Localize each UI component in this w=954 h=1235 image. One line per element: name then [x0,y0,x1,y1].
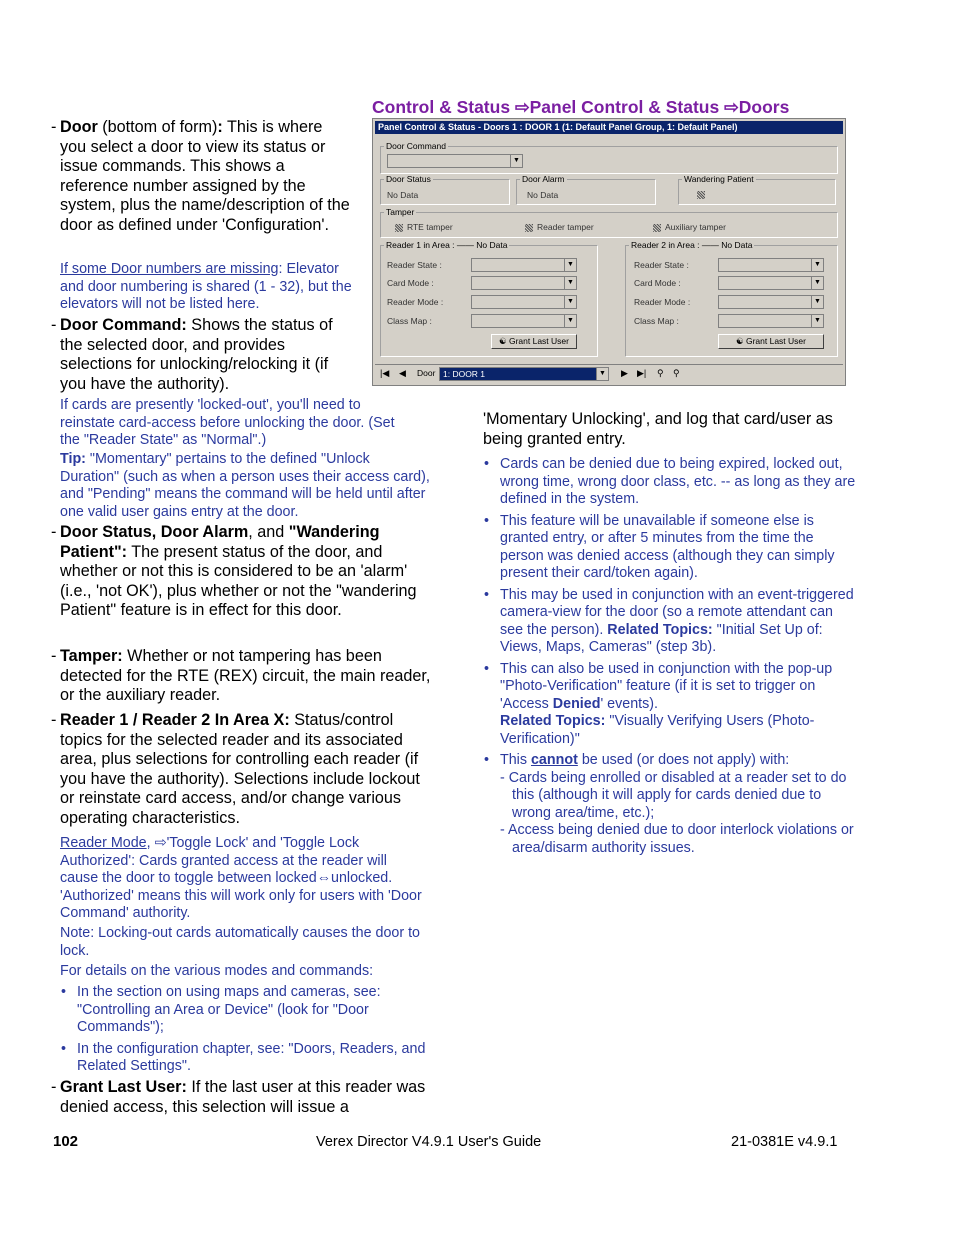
reader-mode-label: Reader Mode : [634,297,691,307]
door-command-label: Door Command [386,141,446,151]
last-record-icon[interactable]: ▶| [637,368,647,378]
reader-mode-label: Reader Mode : [387,297,444,307]
tamper-group [380,207,838,238]
aux-tamper[interactable]: Auxiliary tamper [653,222,726,232]
grant-last-user-paragraph: - Grant Last User: If the last user at this reader was denied access, this selection will issue a [51,1078,426,1116]
find-next-icon[interactable]: ⚲ [673,368,680,378]
sub-item: - Access being denied due to door interlock violations or area/disarm authority issues. [500,822,854,856]
next-record-icon[interactable]: ▶ [621,368,628,378]
reader1-grant-last-user-button[interactable]: ☯ Grant Last User [491,334,577,349]
record-nav-bar [375,364,843,383]
list-item: • In the configuration chapter, see: "Doors, Readers, and Related Settings". [61,1041,426,1076]
list-item: • This can also be used in conjunction with the pop-up "Photo-Verification" feature (if it is set to trigger on 'Access Denied' events). Related Topics: "Visually Verifying Users (Photo-Verification)" [484,661,859,749]
tamper-label: Tamper [386,207,415,217]
door-command-select[interactable] [387,154,523,168]
reader-mode-link[interactable]: Reader Mode [60,835,147,851]
reader2-area-label: Reader 2 in Area : —— No Data [631,240,753,250]
footer-title: Verex Director V4.9.1 User's Guide [316,1134,542,1150]
rte-tamper[interactable]: RTE tamper [395,222,453,232]
list-item: • This cannot be used (or does not apply) with: - Cards being enrolled or disabled at a reader set to do this (although it will apply for cards denied due to wrong area/time, etc.); - Access being denied due to door interlock violations or area/disarm authority issues. [484,752,859,857]
reader-paragraph: - Reader 1 / Reader 2 In Area X: Status/control topics for the selected reader and its associated area, plus selections for controlling each reader (if you have the authority). Selections include lockout or reinstate card access, and/or change various operating characteristics. [51,711,420,827]
reader2-grant-last-user-button[interactable]: ☯ Grant Last User [718,334,824,349]
sub-item: - Cards being enrolled or disabled at a reader set to do this (although it will apply for cards denied due to wrong area/time, etc.); [500,769,847,821]
door-status-paragraph: - Door Status, Door Alarm, and "Wandering Patient": The present status of the door, and whether or not this is considered to be an 'alarm' (i.e., 'not OK'), plus whether or not the "wandering Patient" feature is in effect for this door. [51,523,417,620]
list-item: • Cards can be denied due to being expired, locked out, wrong time, wrong door class, etc. -- as long as they are defined in the system. [484,456,859,509]
reader2-reader-mode-select[interactable] [718,295,824,309]
door-select[interactable] [439,367,609,381]
dropdown-arrow-icon: ▼ [564,259,576,271]
door-paragraph: - Door (bottom of form): This is where you select a door to view its status or issue commands. This shows a reference number assigned by the system, plus the name/description of the door as defined under 'Configuration'. [51,118,350,234]
class-map-label: Class Map : [634,316,679,326]
door-nav-label: Door [417,368,436,378]
list-item: • This feature will be unavailable if someone else is granted entry, or after 5 minutes from the time the person was denied access (although they can simply present their card/token again). [484,513,859,583]
dropdown-arrow-icon: ▼ [564,277,576,289]
heading-part3: Doors [738,97,790,117]
list-item: • In the section on using maps and cameras, see: "Controlling an Area or Device" (look for "Door Commands"); [61,984,426,1037]
reader1-reader-mode-select[interactable] [471,295,577,309]
prev-record-icon[interactable]: ◀ [399,368,406,378]
reader2-state-select[interactable] [718,258,824,272]
door-status-label: Door Status [386,174,431,184]
dropdown-arrow-icon: ▼ [811,277,823,289]
heading-part1: Control & Status [372,97,511,117]
card-mode-label: Card Mode : [387,278,434,288]
wandering-label: Wandering Patient [684,174,754,184]
dropdown-arrow-icon: ▼ [811,259,823,271]
door-select-value: 1: DOOR 1 [443,369,486,379]
missing-note: If some Door numbers are missing: Elevator and door numbering is shared (1 - 32), but the elevators will not be listed here. [60,261,352,312]
reader1-card-mode-select[interactable] [471,276,577,290]
panel-control-dialog [372,118,846,386]
reader-mode-note: Reader Mode, ⇨'Toggle Lock' and 'Toggle Lock Authorized': Cards granted access at the reader will cause the door to toggle between locked⇔unlocked. 'Authorized' means this will work only for users with 'Door Command' authority. [60,835,422,921]
tamper-paragraph: - Tamper: Whether or not tampering has been detected for the RTE (REX) circuit, the main reader, or the auxiliary reader. [51,647,431,705]
card-mode-label: Card Mode : [634,278,681,288]
details-note: For details on the various modes and commands: [60,963,374,979]
door-alarm-value: No Data [527,190,559,200]
locked-out-note: If cards are presently 'locked-out', you'll need to reinstate card-access before unlocking the door. (Set the "Reader State" as "Normal".) [60,397,395,448]
tip-note: Tip: "Momentary" pertains to the defined "Unlock Duration" (such as when a person uses their access card), and "Pending" means the command will be held until after one valid user gains entry at the door. [60,451,430,520]
door-command-group [380,141,838,174]
missing-link[interactable]: If some Door numbers are missing [60,261,279,277]
door-alarm-label: Door Alarm [522,174,565,184]
reader2-group [625,240,838,357]
find-icon[interactable]: ⚲ [657,368,664,378]
heading-part2: Panel Control & Status [529,97,720,117]
door-status-group [380,174,510,205]
reader-state-label: Reader State : [387,260,442,270]
dropdown-arrow-icon: ▼ [564,315,576,327]
page-number: 102 [53,1133,79,1150]
wandering-checkbox[interactable] [697,189,709,199]
reader1-state-select[interactable] [471,258,577,272]
reader2-card-mode-select[interactable] [718,276,824,290]
details-list [61,984,426,1080]
dropdown-arrow-icon: ▼ [596,368,608,380]
class-map-label: Class Map : [387,316,432,326]
reader1-class-map-select[interactable] [471,314,577,328]
dropdown-arrow-icon: ▼ [564,296,576,308]
grant-continuation: 'Momentary Unlocking', and log that card/user as being granted entry. [483,410,833,448]
dropdown-arrow-icon: ▼ [811,315,823,327]
arrow-icon: ⇨ [514,97,530,117]
footer-doc-id: 21-0381E v4.9.1 [731,1134,838,1150]
reader2-class-map-select[interactable] [718,314,824,328]
dropdown-arrow-icon: ▼ [811,296,823,308]
reader1-area-label: Reader 1 in Area : —— No Data [386,240,508,250]
door-alarm-group [516,174,656,205]
dropdown-arrow-icon: ▼ [510,155,522,167]
list-item: • This may be used in conjunction with an event-triggered camera-view for the door (so a remote attendant can see the person). Related Topics: "Initial Set Up of: Views, Maps, Cameras" (step 3b). [484,587,859,657]
door-command-paragraph: - Door Command: Shows the status of the selected door, and provides selections for unlocking/relocking it (if you have the authority). [51,316,333,393]
reader-state-label: Reader State : [634,260,689,270]
arrow-icon: ⇨ [724,97,739,117]
reader1-group [380,240,598,357]
wandering-group [678,174,836,205]
grant-notes-list [484,456,859,861]
section-heading [372,97,789,118]
door-status-value: No Data [387,190,419,200]
reader-tamper[interactable]: Reader tamper [525,222,594,232]
first-record-icon[interactable]: |◀ [380,368,390,378]
dialog-title: Panel Control & Status - Doors 1 : DOOR 1 (1: Default Panel Group, 1: Default Panel) [375,121,843,134]
lockout-note: Note: Locking-out cards automatically causes the door to lock. [60,925,420,959]
